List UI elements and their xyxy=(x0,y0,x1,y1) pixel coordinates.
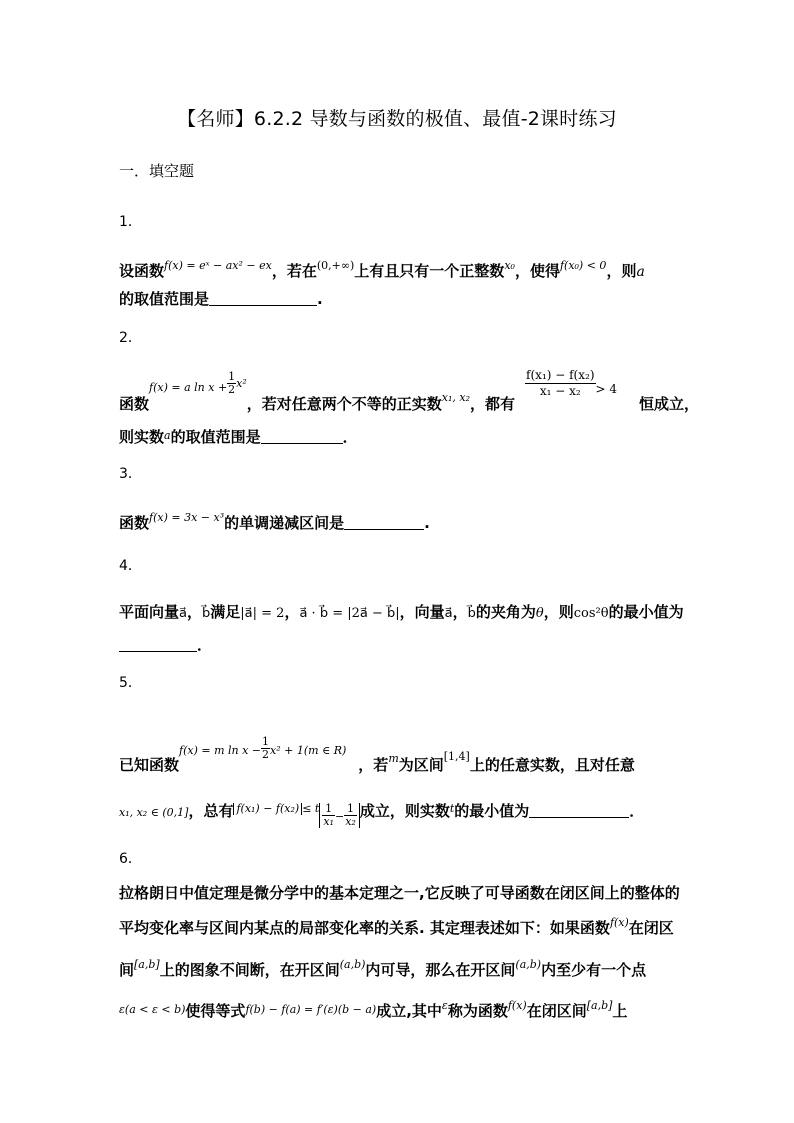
math-expression: [1,4] xyxy=(443,750,470,763)
math-expression: |a⃗| = 2 xyxy=(240,606,285,621)
math-expression: (a,b) xyxy=(339,958,366,971)
question-6-line-2: 平均变化率与区间内某点的局部变化率的关系. 其定理表述如下：如果函数$^{f(x)}$在闭区 xyxy=(119,916,674,937)
math-fraction: $\frac{\text{f(x₁) − f(x₂)}}{\text{x₁ − x₂}}$ xyxy=(526,368,595,398)
question-5-line-1: 已知函数$^{f(x) = m ln x -}$ $\frac{1}{2}$ $^{x^2 + 1(m \in R)}$，若$^m$为区间[1,4]上的任意实数，且对任意 xyxy=(119,735,635,774)
question-number-2: 2． xyxy=(119,330,142,346)
math-expression: x₁, x₂ xyxy=(441,391,471,404)
math-expression: a xyxy=(636,264,645,280)
math-fraction: $\frac{1}{2}$ xyxy=(262,735,270,761)
answer-blank xyxy=(529,803,629,818)
math-inequality: f(x₁) − f(x₂) xyxy=(233,803,302,815)
section-heading: 一．填空题 xyxy=(119,162,195,180)
math-expression: b⃗ xyxy=(467,606,476,621)
math-expression: f(x₀) < 0 xyxy=(559,259,607,272)
question-4-line-1: 平面向量a⃗，b⃗满足|a⃗| = 2，a⃗ · b⃗ = |2a⃗ − b⃗|，向量a⃗，b⃗的夹角为θ，则cos²θ的最小值为 xyxy=(119,603,684,621)
math-expression: θ xyxy=(535,606,544,621)
math-expression: a⃗ xyxy=(444,606,453,621)
question-1-line-2: 的取值范围是 . xyxy=(119,290,323,308)
math-expression: x₁, x₂ ∈ (0,1] xyxy=(119,806,189,819)
math-fraction: $\frac{1}{2}$ xyxy=(228,370,236,396)
math-expression: f(x) = m ln x − xyxy=(179,744,262,757)
math-expression: a⃗ · b⃗ = |2a⃗ − b⃗| xyxy=(299,606,400,621)
math-expression: (0,+∞) xyxy=(316,259,355,272)
math-expression: f(b) − f(a) = f′(ε)(b − a) xyxy=(245,1003,377,1016)
question-1-line-1: 设函数$^{f(x) = eˣ - ax^2 - ex}$，若在$^{(0,+\infty)}$上有且只有一个正整数$^{x_0}$，使得$^{f(x_0) < 0}$，则a xyxy=(119,259,645,280)
math-expression: f(x) = 3x − x³ xyxy=(149,511,225,524)
question-6-line-4: $^{\varepsilon(a < \varepsilon < b)}$使得等式$^{f(b) - f(a) = f'(\varepsilon)(b - a)}$成立,其中$^\varepsilon$称为函数$^{f(x)}$在闭区间[a,b]上 xyxy=(119,999,628,1020)
math-expression: [a,b] xyxy=(586,999,613,1012)
math-expression: (a,b) xyxy=(515,958,542,971)
math-expression: f(x) xyxy=(507,999,527,1012)
math-abs-value: $\frac{1}{\text{x₁}}$ − $\frac{1}{\text{x₂}}$ xyxy=(319,803,359,828)
math-expression: x² xyxy=(236,377,247,390)
question-5-line-2: x₁, x₂ ∈ (0,1]，总有 f(x₁) − f(x₂) $^{\le t}$ $\frac{1}{\text{x₁}}$ − $\frac{1}{\text{x₂}}$ 成立，则实数$^t$的最小值为 ． xyxy=(119,802,645,828)
math-expression: f(x) xyxy=(609,916,629,929)
math-expression: [a,b] xyxy=(134,958,160,971)
question-number-3: 3． xyxy=(119,466,142,482)
question-3-line-1: 函数$^{f(x) = 3x - x^3}$的单调递减区间是 . xyxy=(119,511,430,532)
math-expression: x₀ xyxy=(504,259,515,272)
question-number-1: 1． xyxy=(119,214,142,230)
math-expression: m xyxy=(388,752,399,765)
question-6-line-3: 间[a,b]上的图象不间断，在开区间$^{(a,b)}$内可导，那么在开区间$^{(a,b)}$内至少有一个点 xyxy=(119,958,647,979)
answer-blank xyxy=(209,291,317,306)
math-expression: t xyxy=(449,802,455,815)
question-number-6: 6． xyxy=(119,851,142,867)
answer-blank xyxy=(261,429,343,444)
math-expression: f(x) = a ln x + xyxy=(149,381,228,394)
math-expression: b⃗ xyxy=(202,606,211,621)
math-expression: ε xyxy=(441,999,448,1012)
math-expression: a xyxy=(164,429,171,442)
page-title: 【名师】6.2.2 导数与函数的极值、最值-2课时练习 xyxy=(177,108,617,130)
math-expression: x² + 1(m ∈ R) xyxy=(270,744,347,757)
question-6-line-1: 拉格朗日中值定理是微分学中的基本定理之一,它反映了可导函数在闭区间上的整体的 xyxy=(119,884,680,902)
question-4-line-2: ． xyxy=(119,634,212,655)
question-2-line-1: 函数$^{f(x) = a ln x +}$ $\frac{1}{2}$ $^{x^2}$，若对任意两个不等的正实数x₁, x₂，都有 $\frac{\text{f(x₁) − f(x₂)}}{\text{x₁ − x₂}}$ $^{> 4}$恒成立， xyxy=(119,368,700,413)
answer-blank xyxy=(119,637,197,652)
question-number-5: 5． xyxy=(119,675,142,691)
question-number-4: 4． xyxy=(119,558,142,574)
question-2-line-2: 则实数$^a$的取值范围是 ． xyxy=(119,428,358,446)
answer-blank xyxy=(344,515,424,530)
math-expression: > 4 xyxy=(595,382,618,396)
math-expression: a⃗ xyxy=(179,606,187,621)
math-expression: cos²θ xyxy=(573,606,609,621)
math-expression: ε(a < ε < b) xyxy=(119,1003,186,1016)
math-expression: f(x) = eˣ − ax² − ex xyxy=(164,259,272,272)
